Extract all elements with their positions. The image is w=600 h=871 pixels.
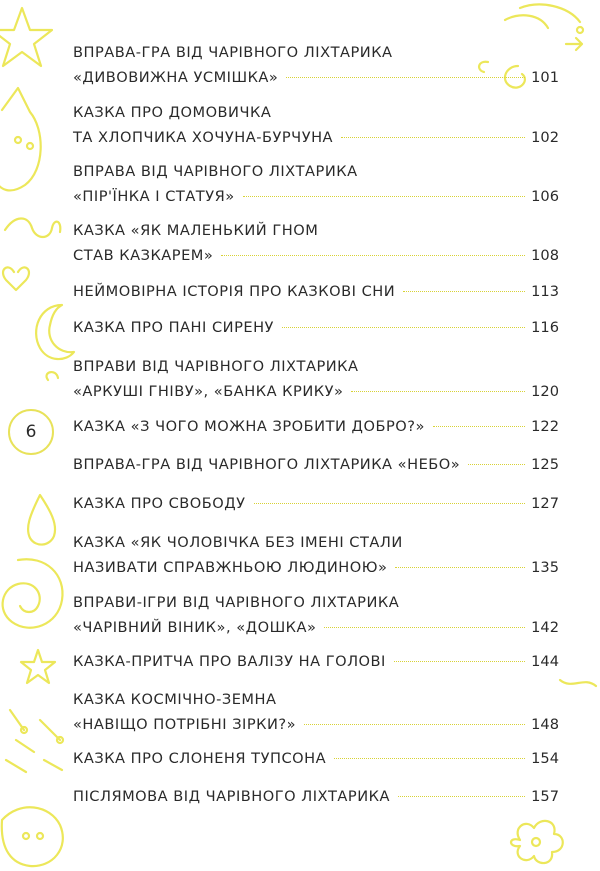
entry-page: 135 <box>531 559 559 576</box>
toc-entry[interactable] <box>73 750 559 775</box>
leader-dots <box>221 254 525 256</box>
toc-entry[interactable] <box>73 594 559 644</box>
entry-title-line: НЕЙМОВІРНА ІСТОРІЯ ПРО КАЗКОВІ СНИ <box>73 283 396 300</box>
entry-page: 113 <box>531 283 559 300</box>
entry-title-line: ВПРАВА ВІД ЧАРІВНОГО ЛІХТАРИКА <box>73 163 358 180</box>
leader-dots <box>324 626 525 628</box>
entry-title-line: ВПРАВИ ВІД ЧАРІВНОГО ЛІХТАРИКА <box>73 358 359 375</box>
toc-entry[interactable] <box>73 653 559 678</box>
entry-title-line: ПІСЛЯМОВА ВІД ЧАРІВНОГО ЛІХТАРИКА <box>73 788 390 805</box>
toc-entry[interactable] <box>73 788 559 813</box>
toc-entry[interactable] <box>73 222 559 272</box>
entry-title-line: КАЗКА ПРО СВОБОДУ <box>73 495 246 512</box>
toc-entry[interactable] <box>73 44 559 94</box>
entry-title-line: КАЗКА-ПРИТЧА ПРО ВАЛІЗУ НА ГОЛОВІ <box>73 653 386 670</box>
entry-title-line: ТА ХЛОПЧИКА ХОЧУНА-БУРЧУНА <box>73 129 334 146</box>
page-number: 6 <box>25 422 37 442</box>
entry-title-line: «ПІР'ЇНКА І СТАТУЯ» <box>73 188 235 205</box>
leader-dots <box>433 425 525 427</box>
entry-title-line: «АРКУШІ ГНІВУ», «БАНКА КРИКУ» <box>73 383 344 400</box>
toc-entry[interactable] <box>73 495 559 520</box>
leader-dots <box>395 566 525 568</box>
entry-title-line: «ДИВОВИЖНА УСМІШКА» <box>73 69 279 86</box>
leader-dots <box>351 390 525 392</box>
leader-dots <box>403 290 525 292</box>
entry-page: 102 <box>531 129 559 146</box>
entry-page: 108 <box>531 247 559 264</box>
leader-dots <box>341 136 525 138</box>
entry-title-line: КАЗКА «З ЧОГО МОЖНА ЗРОБИТИ ДОБРО?» <box>73 418 425 435</box>
leader-dots <box>254 502 526 504</box>
entry-page: 144 <box>531 653 559 670</box>
toc-entry[interactable] <box>73 358 559 408</box>
toc-entry[interactable] <box>73 691 559 741</box>
entry-title-line: КАЗКА ПРО ПАНІ СИРЕНУ <box>73 319 274 336</box>
toc-entry[interactable] <box>73 456 559 481</box>
entry-page: 154 <box>531 750 559 767</box>
leader-dots <box>282 326 525 328</box>
entry-title-line: «ЧАРІВНИЙ ВІНИК», «ДОШКА» <box>73 619 317 636</box>
toc-entry[interactable] <box>73 534 559 584</box>
leader-dots <box>334 757 525 759</box>
entry-title-line: КАЗКА «ЯК ЧОЛОВІЧКА БЕЗ ІМЕНІ СТАЛИ <box>73 534 403 551</box>
toc-entry[interactable] <box>73 283 559 308</box>
entry-title-line: «НАВІЩО ПОТРІБНІ ЗІРКИ?» <box>73 716 297 733</box>
entry-title-line: ВПРАВИ-ІГРИ ВІД ЧАРІВНОГО ЛІХТАРИКА <box>73 594 400 611</box>
entry-page: 106 <box>531 188 559 205</box>
entry-page: 142 <box>531 619 559 636</box>
leader-dots <box>394 660 525 662</box>
entry-page: 101 <box>531 69 559 86</box>
toc-entry[interactable] <box>73 104 559 154</box>
entry-title-line: КАЗКА «ЯК МАЛЕНЬКИЙ ГНОМ <box>73 222 319 239</box>
entry-page: 157 <box>531 788 559 805</box>
leader-dots <box>398 795 525 797</box>
entry-title-line: КАЗКА ПРО СЛОНЕНЯ ТУПСОНА <box>73 750 327 767</box>
entry-title-line: ВПРАВА-ГРА ВІД ЧАРІВНОГО ЛІХТАРИКА <box>73 44 393 61</box>
toc-entry[interactable] <box>73 163 559 213</box>
entry-title-line: КАЗКА ПРО ДОМОВИЧКА <box>73 104 272 121</box>
leader-dots <box>243 195 525 197</box>
entry-page: 120 <box>531 383 559 400</box>
entry-page: 148 <box>531 716 559 733</box>
toc-entry[interactable] <box>73 319 559 344</box>
entry-title-line: ВПРАВА-ГРА ВІД ЧАРІВНОГО ЛІХТАРИКА «НЕБО» <box>73 456 461 473</box>
entry-page: 122 <box>531 418 559 435</box>
entry-page: 116 <box>531 319 559 336</box>
entry-page: 125 <box>531 456 559 473</box>
toc-entry[interactable] <box>73 418 559 443</box>
entry-page: 127 <box>531 495 559 512</box>
entry-title-line: НАЗИВАТИ СПРАВЖНЬОЮ ЛЮДИНОЮ» <box>73 559 388 576</box>
leader-dots <box>286 76 525 78</box>
entry-title-line: СТАВ КАЗКАРЕМ» <box>73 247 214 264</box>
leader-dots <box>304 723 525 725</box>
entry-title-line: КАЗКА КОСМІЧНО-ЗЕМНА <box>73 691 277 708</box>
leader-dots <box>468 463 525 465</box>
